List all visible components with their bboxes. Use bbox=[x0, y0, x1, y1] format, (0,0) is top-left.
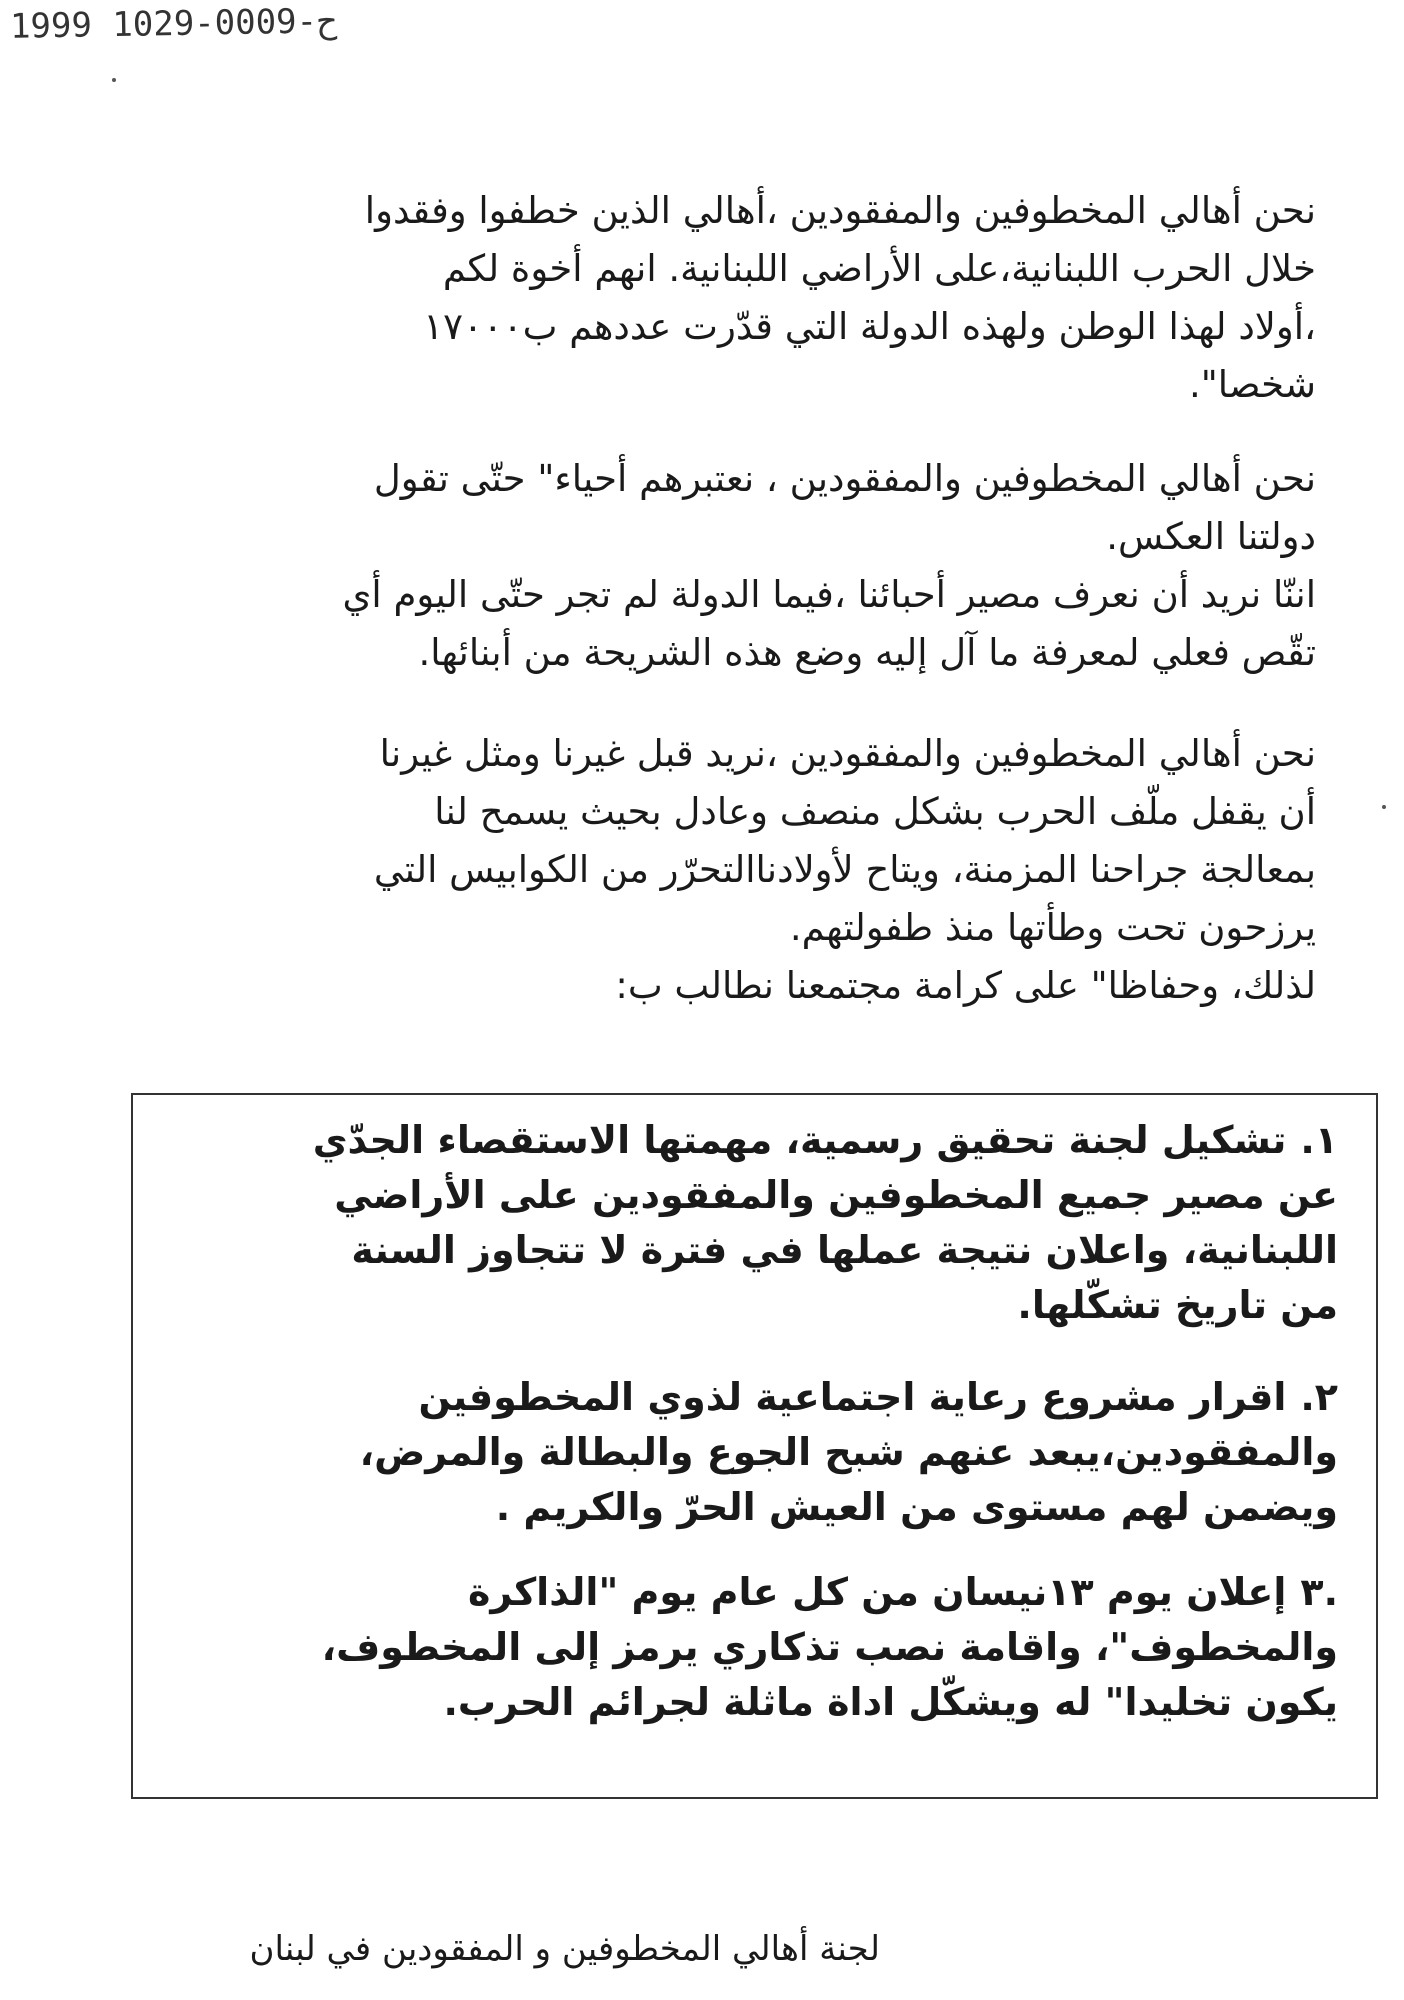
text-line: شخصا". bbox=[1188, 363, 1316, 406]
text-line: نحن أهالي المخطوفين والمفقودين ، نعتبرهم أحياء" حتّى تقول bbox=[373, 457, 1316, 500]
demand-number: .٣ bbox=[1300, 1570, 1338, 1614]
paragraph-close-file bbox=[148, 725, 1316, 1015]
demands-box bbox=[131, 1093, 1378, 1799]
text-line: دولتنا العكس. bbox=[1106, 515, 1316, 558]
text-line: لذلك، وحفاظا" على كرامة مجتمعنا نطالب ب: bbox=[615, 964, 1316, 1007]
text-line bbox=[168, 1113, 1338, 1168]
text-line: اللبنانية، واعلان نتيجة عملها في فترة لا تتجاوز السنة bbox=[351, 1228, 1338, 1272]
demand-text: اقرار مشروع رعاية اجتماعية لذوي المخطوفين bbox=[418, 1375, 1287, 1419]
demand-text: تشكيل لجنة تحقيق رسمية، مهمتها الاستقصاء الجدّي bbox=[312, 1118, 1287, 1162]
demand-text: إعلان يوم ١٣نيسان من كل عام يوم "الذاكرة bbox=[468, 1570, 1287, 1614]
text-line: خلال الحرب اللبنانية،على الأراضي اللبنانية. انهم أخوة لكم bbox=[442, 247, 1316, 290]
scan-speck bbox=[112, 78, 116, 82]
text-line: اننّا نريد أن نعرف مصير أحبائنا ،فيما الدولة لم تجر حتّى اليوم أي bbox=[342, 573, 1316, 616]
reference-number: 1999 1029-0009-ح bbox=[9, 1, 338, 47]
text-line: نحن أهالي المخطوفين والمفقودين ،نريد قبل غيرنا ومثل غيرنا bbox=[379, 732, 1316, 775]
text-line: ،أولاد لهذا الوطن ولهذه الدولة التي قدّرت عددهم ب١٧٠٠٠ bbox=[423, 305, 1316, 348]
text-line: تقّص فعلي لمعرفة ما آل إليه وضع هذه الشريحة من أبنائها. bbox=[418, 631, 1316, 674]
text-line: بمعالجة جراحنا المزمنة، ويتاح لأولادناالتحرّر من الكوابيس التي bbox=[373, 848, 1316, 891]
demand-item bbox=[168, 1565, 1338, 1730]
text-line: من تاريخ تشكّلها. bbox=[1017, 1283, 1338, 1327]
demand-number: ١. bbox=[1300, 1118, 1338, 1162]
demand-item bbox=[168, 1370, 1338, 1535]
paragraph-intro bbox=[148, 182, 1316, 414]
text-line: أن يقفل ملّف الحرب بشكل منصف وعادل بحيث يسمح لنا bbox=[434, 790, 1316, 833]
text-line bbox=[168, 1370, 1338, 1425]
text-line: ويضمن لهم مستوى من العيش الحرّ والكريم . bbox=[495, 1485, 1338, 1529]
text-line: يرزحون تحت وطأتها منذ طفولتهم. bbox=[789, 906, 1316, 949]
text-line: عن مصير جميع المخطوفين والمفقودين على الأراضي bbox=[334, 1173, 1338, 1217]
text-line bbox=[168, 1565, 1338, 1620]
demand-number: ٢. bbox=[1300, 1375, 1338, 1419]
text-line: يكون تخليدا" له ويشكّل اداة ماثلة لجرائم الحرب. bbox=[443, 1680, 1338, 1724]
text-line: نحن أهالي المخطوفين والمفقودين ،أهالي الذين خطفوا وفقدوا bbox=[364, 189, 1316, 232]
committee-signature: لجنة أهالي المخطوفين و المفقودين في لبنان bbox=[249, 1929, 880, 1969]
text-line: والمفقودين،يبعد عنهم شبح الجوع والبطالة والمرض، bbox=[359, 1430, 1338, 1474]
paragraph-alive bbox=[148, 450, 1316, 682]
demand-item bbox=[168, 1113, 1338, 1333]
scan-speck bbox=[1382, 805, 1386, 809]
text-line: والمخطوف"، واقامة نصب تذكاري يرمز إلى المخطوف، bbox=[321, 1625, 1338, 1669]
